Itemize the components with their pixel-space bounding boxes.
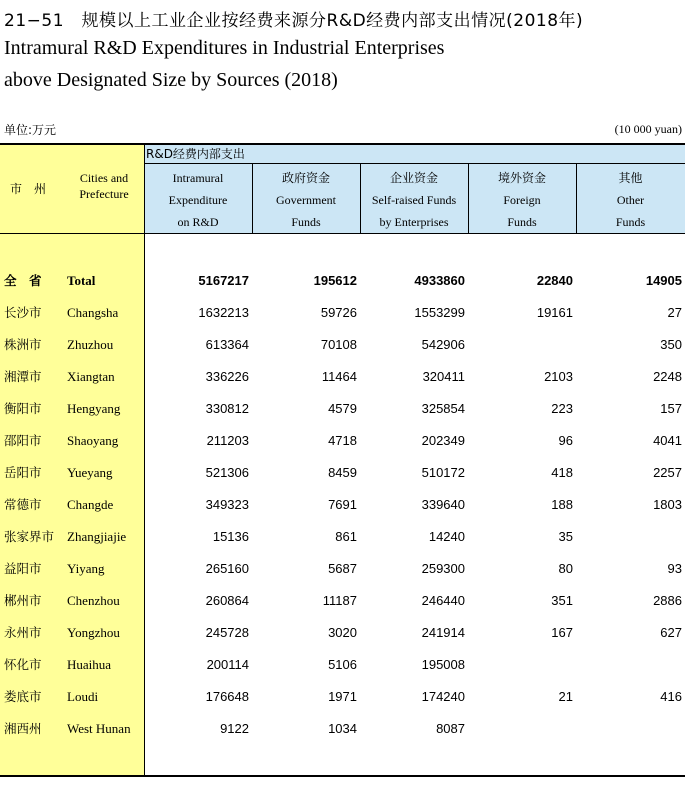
- row-value-v2: 1971: [328, 689, 357, 704]
- row-value-v3: 4933860: [414, 273, 465, 288]
- row-value-v1: 5167217: [198, 273, 249, 288]
- row-value-v4: 418: [551, 465, 573, 480]
- row-value-v2: 59726: [320, 305, 357, 320]
- row-value-v1: 245728: [205, 625, 249, 640]
- row-value-v1: 176648: [205, 689, 249, 704]
- row-value-v1: 613364: [205, 337, 249, 352]
- row-value-v4: 96: [558, 433, 573, 448]
- row-city-cn: 岳阳市: [4, 465, 42, 480]
- row-value-v3: 320411: [422, 369, 465, 384]
- row-city-en: Yueyang: [67, 465, 113, 480]
- row-city-cn: 益阳市: [4, 561, 42, 576]
- row-value-v3: 195008: [421, 657, 465, 672]
- row-value-v4: 2103: [544, 369, 573, 384]
- row-value-v5: [582, 719, 682, 739]
- row-value-v1: 211203: [206, 433, 249, 448]
- row-value-v3: 325854: [421, 401, 465, 416]
- city-column-divider: [144, 145, 145, 775]
- row-city-cn: 全 省: [4, 273, 42, 288]
- row-value-v3: 14240: [428, 529, 465, 544]
- header-col-intramural: Intramural Expenditure on R&D: [168, 171, 228, 229]
- row-city-cn: 张家界市: [4, 529, 55, 544]
- unit-label-en: (10 000 yuan): [614, 122, 682, 136]
- page-title-en-line1: Intramural R&D Expenditures in Industrial Enterprises: [4, 37, 445, 59]
- row-value-v4: [473, 719, 573, 739]
- row-value-v4: 21: [558, 689, 573, 704]
- row-city-en: West Hunan: [67, 721, 131, 736]
- unit-label-cn: 单位:万元: [4, 123, 57, 137]
- row-value-v2: 8459: [328, 465, 357, 480]
- row-city-en: Changde: [67, 497, 114, 512]
- row-value-v5: 157: [660, 401, 682, 416]
- row-city-cn: 常德市: [4, 497, 42, 512]
- header-city-cn: 市 州: [10, 182, 47, 196]
- header-city-en: Cities and Prefecture: [79, 171, 129, 201]
- city-column-background: [0, 145, 144, 775]
- row-value-v5: 4041: [653, 433, 682, 448]
- row-value-v2: 195612: [313, 273, 357, 288]
- row-city-en: Shaoyang: [67, 433, 119, 448]
- row-value-v5: 2257: [653, 465, 682, 480]
- row-value-v3: 8087: [436, 721, 465, 736]
- header-bottom-rule: [0, 233, 685, 234]
- row-value-v1: 521306: [205, 465, 249, 480]
- row-city-en: Yiyang: [67, 561, 105, 576]
- row-value-v3: 202349: [421, 433, 465, 448]
- row-value-v2: 1034: [328, 721, 357, 736]
- row-value-v4: 223: [551, 401, 573, 416]
- row-value-v5: [582, 527, 682, 547]
- row-value-v2: 70108: [320, 337, 357, 352]
- row-value-v2: 4718: [328, 433, 357, 448]
- row-city-cn: 邵阳市: [4, 433, 42, 448]
- row-value-v5: 2248: [653, 369, 682, 384]
- row-city-cn: 株洲市: [4, 337, 42, 352]
- row-value-v4: 188: [551, 497, 573, 512]
- row-city-en: Huaihua: [67, 657, 112, 672]
- row-value-v4: [473, 335, 573, 355]
- row-value-v2: 861: [335, 529, 357, 544]
- row-value-v3: 339640: [421, 497, 465, 512]
- row-value-v5: 93: [667, 561, 682, 576]
- row-city-cn: 永州市: [4, 625, 42, 640]
- row-city-cn: 娄底市: [4, 689, 42, 704]
- page-title-cn: 21−51 规模以上工业企业按经费来源分R&D经费内部支出情况(2018年): [4, 11, 584, 31]
- row-value-v4: 167: [551, 625, 573, 640]
- row-value-v3: 174240: [421, 689, 465, 704]
- data-table: [0, 143, 685, 777]
- row-city-en: Xiangtan: [67, 369, 115, 384]
- header-col-enterprise: 企业资金 Self-raised Funds by Enterprises: [371, 171, 457, 229]
- row-value-v3: 510172: [421, 465, 465, 480]
- header-col-foreign: 境外资金 Foreign Funds: [497, 171, 546, 229]
- row-city-en: Yongzhou: [67, 625, 120, 640]
- row-value-v3: 259300: [421, 561, 465, 576]
- row-value-v2: 11187: [322, 593, 357, 608]
- row-value-v5: 27: [667, 305, 682, 320]
- row-value-v1: 9122: [220, 721, 249, 736]
- row-city-cn: 衡阳市: [4, 401, 42, 416]
- row-city-cn: 怀化市: [4, 657, 42, 672]
- row-value-v3: 542906: [421, 337, 465, 352]
- row-city-cn: 长沙市: [4, 305, 42, 320]
- row-value-v4: 351: [551, 593, 573, 608]
- row-value-v1: 15136: [212, 529, 249, 544]
- row-value-v2: 11464: [321, 369, 357, 384]
- row-value-v2: 5106: [328, 657, 357, 672]
- row-city-en: Hengyang: [67, 401, 121, 416]
- header-group-cn: R&D经费内部支出: [146, 147, 245, 161]
- row-city-en: Loudi: [67, 689, 99, 704]
- row-city-cn: 湘潭市: [4, 369, 42, 384]
- row-value-v5: 1803: [653, 497, 682, 512]
- row-city-cn: 郴州市: [4, 593, 42, 608]
- header-col-other: 其他 Other Funds: [615, 171, 646, 229]
- header-col-government: 政府资金 Government Funds: [276, 171, 336, 229]
- row-city-en: Chenzhou: [67, 593, 120, 608]
- row-value-v4: 35: [558, 529, 573, 544]
- row-value-v1: 330812: [205, 401, 249, 416]
- row-city-en: Zhangjiajie: [67, 529, 127, 544]
- row-city-cn: 湘西州: [4, 721, 42, 736]
- row-value-v5: 627: [660, 625, 682, 640]
- row-value-v5: 350: [660, 337, 682, 352]
- row-value-v4: 19161: [536, 305, 573, 320]
- row-value-v5: [582, 655, 682, 675]
- row-value-v1: 1632213: [198, 305, 249, 320]
- row-city-en: Zhuzhou: [67, 337, 114, 352]
- row-value-v5: 2886: [653, 593, 682, 608]
- row-city-en: Changsha: [67, 305, 119, 320]
- row-value-v5: 14905: [645, 273, 682, 288]
- row-value-v5: 416: [660, 689, 682, 704]
- row-value-v4: 80: [558, 561, 573, 576]
- row-value-v3: 241914: [421, 625, 465, 640]
- row-value-v1: 336226: [205, 369, 249, 384]
- page-title-en-line2: above Designated Size by Sources (2018): [4, 69, 338, 91]
- row-value-v2: 4579: [328, 401, 357, 416]
- row-value-v4: 22840: [536, 273, 573, 288]
- row-city-en: Total: [67, 273, 96, 288]
- row-value-v2: 3020: [328, 625, 357, 640]
- row-value-v1: 265160: [205, 561, 249, 576]
- row-value-v2: 5687: [328, 561, 357, 576]
- row-value-v1: 260864: [205, 593, 249, 608]
- row-value-v1: 200114: [206, 657, 249, 672]
- row-value-v1: 349323: [205, 497, 249, 512]
- row-value-v3: 246440: [421, 593, 465, 608]
- row-value-v3: 1553299: [414, 305, 465, 320]
- row-value-v4: [473, 655, 573, 675]
- row-value-v2: 7691: [328, 497, 357, 512]
- table-bottom-rule: [0, 775, 685, 777]
